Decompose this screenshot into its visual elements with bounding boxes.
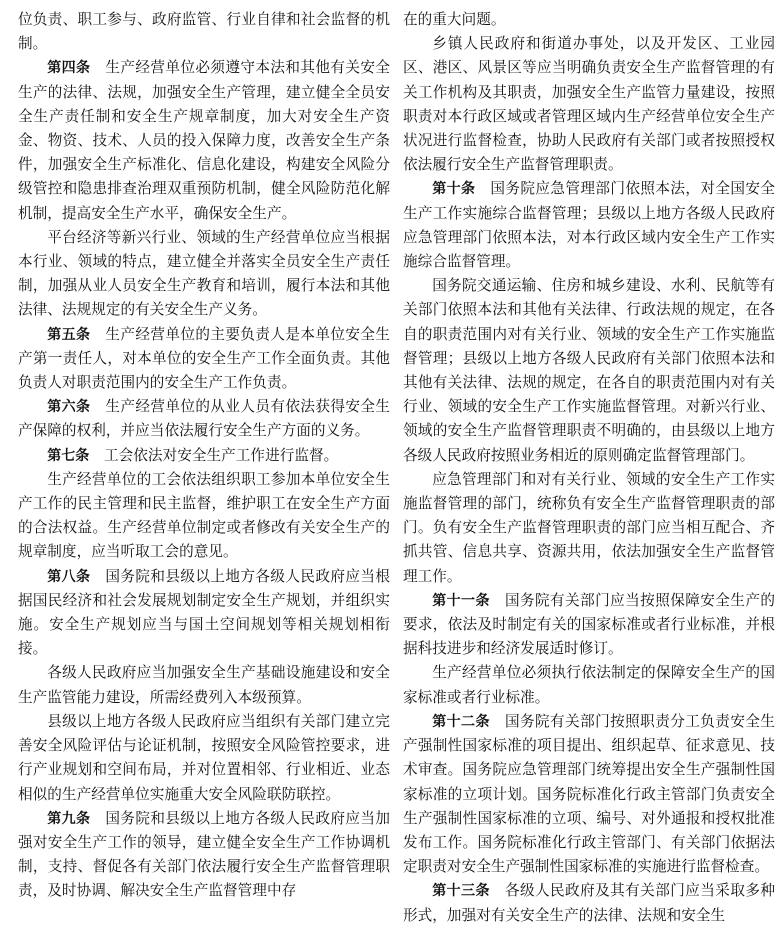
paragraph-text: 国务院有关部门应当按照保障安全生产的要求，依法及时制定有关的国家标准或者行业标准，并根据科技进步和经济发展适时修订。 [403, 591, 776, 658]
paragraph [403, 32, 775, 177]
paragraph [18, 226, 390, 323]
paragraph [18, 565, 390, 662]
paragraph [18, 710, 390, 807]
article-number: 第六条 [47, 399, 91, 416]
article-number: 第十条 [432, 181, 476, 198]
paragraph-text: 在的重大问题。 [403, 11, 506, 28]
article-number: 第九条 [47, 810, 91, 827]
paragraph-text: 工会依法对安全生产工作进行监督。 [89, 446, 339, 464]
paragraph-text: 国务院和县级以上地方各级人民政府应当加强对安全生产工作的领导，建立健全安全生产工作协调机制，支持、督促各有关部门依法履行安全生产监督管理职责，及时协调、解决安全生产监督管理中存 [18, 809, 390, 900]
article-number: 第十二条 [432, 713, 490, 730]
article-number: 第十三条 [432, 883, 490, 900]
paragraph [403, 879, 775, 927]
paragraph [403, 8, 775, 32]
paragraph-text: 国务院交通运输、住房和城乡建设、水利、民航等有关部门依照本法和其他有关法律、行政法规的规定，在各自的职责范围内对有关行业、领域的安全生产工作实施监督管理；县级以上地方各级人民政府有关部门依照本法和其他有关法律、法规的规定，在各自的职责范围内对有关行业、领域的安全生产工作实施监督管理。对新兴行业、领域的安全生产监督管理职责不明确的，由县级以上地方各级人民政府按照业务相近的原则确定监督管理部门。 [403, 277, 775, 464]
paragraph-text: 生产经营单位必须遵守本法和其他有关安全生产的法律、法规，加强安全生产管理，建立健全全员安全生产责任制和安全生产规章制度，加大对安全生产资金、物资、技术、人员的投入保障力度，改善安全生产条件，加强安全生产标准化、信息化建设，构建安全风险分级管控和隐患排查治理双重预防机制，健全风险防范化解机制，提高安全生产水平，确保安全生产。 [18, 59, 390, 222]
paragraph-text: 平台经济等新兴行业、领域的生产经营单位应当根据本行业、领域的特点，建立健全并落实全员安全生产责任制，加强从业人员安全生产教育和培训，履行本法和其他法律、法规规定的有关安全生产义务。 [18, 228, 390, 319]
paragraph-text: 国务院应急管理部门依照本法，对全国安全生产工作实施综合监督管理；县级以上地方各级人民政府应急管理部门依照本法，对本行政区域内安全生产工作实施综合监督管理。 [403, 180, 775, 271]
paragraph [18, 661, 390, 709]
article-number: 第四条 [47, 60, 91, 77]
article-number: 第八条 [47, 568, 91, 585]
right-text-column [403, 8, 775, 928]
paragraph [403, 589, 775, 662]
article-number: 第五条 [47, 326, 91, 343]
paragraph-text: 各级人民政府应当加强安全生产基础设施建设和安全生产监管能力建设，所需经费列入本级预算。 [18, 664, 390, 706]
paragraph [18, 395, 390, 443]
paragraph [18, 323, 390, 396]
paragraph [403, 177, 775, 274]
paragraph-text: 生产经营单位的从业人员有依法获得安全生产保障的权利，并应当依法履行安全生产方面的义务。 [18, 398, 390, 440]
paragraph [18, 807, 390, 904]
paragraph-text: 县级以上地方各级人民政府应当组织有关部门建立完善安全风险评估与论证机制，按照安全风险管控要求，进行产业规划和空间布局，并对位置相邻、行业相近、业态相似的生产经营单位实施重大安全风险联防联控。 [18, 712, 390, 803]
paragraph [18, 444, 390, 468]
paragraph-text: 各级人民政府及其有关部门应当采取多种形式，加强对有关安全生产的法律、法规和安全生 [403, 882, 776, 924]
paragraph [403, 468, 775, 589]
paragraph-text: 国务院和县级以上地方各级人民政府应当根据国民经济和社会发展规划制定安全生产规划，并组织实施。安全生产规划应当与国土空间规划等相关规划相衔接。 [18, 567, 390, 658]
paragraph [18, 56, 390, 225]
paragraph-text: 应急管理部门和对有关行业、领域的安全生产工作实施监督管理的部门，统称负有安全生产监督管理职责的部门。负有安全生产监督管理职责的部门应当相互配合、齐抓共管、信息共享、资源共用，依法加强安全生产监督管理工作。 [403, 470, 775, 585]
paragraph [18, 8, 390, 56]
paragraph-text: 国务院有关部门按照职责分工负责安全生产强制性国家标准的项目提出、组织起草、征求意见、技术审查。国务院应急管理部门统筹提出安全生产强制性国家标准的立项计划。国务院标准化行政主管部门负责安全生产强制性国家标准的立项、编号、对外通报和授权批准发布工作。国务院标准化行政主管部门、有关部门依据法定职责对安全生产强制性国家标准的实施进行监督检查。 [403, 712, 776, 876]
paragraph-text: 位负责、职工参与、政府监管、行业自律和社会监督的机制。 [18, 11, 390, 53]
paragraph [403, 710, 775, 879]
paragraph-text: 生产经营单位必须执行依法制定的保障安全生产的国家标准或者行业标准。 [403, 664, 775, 706]
article-number: 第七条 [47, 447, 90, 464]
paragraph-text: 生产经营单位的主要负责人是本单位安全生产第一责任人，对本单位的安全生产工作全面负责。其他负责人对职责范围内的安全生产工作负责。 [18, 325, 390, 392]
paragraph [18, 468, 390, 565]
paragraph [403, 661, 775, 709]
paragraph-text: 生产经营单位的工会依法组织职工参加本单位安全生产工作的民主管理和民主监督，维护职工在安全生产方面的合法权益。生产经营单位制定或者修改有关安全生产的规章制度，应当听取工会的意见。 [18, 470, 390, 561]
left-text-column [18, 8, 390, 904]
article-number: 第十一条 [432, 592, 490, 609]
paragraph-text: 乡镇人民政府和街道办事处，以及开发区、工业园区、港区、风景区等应当明确负责安全生产监督管理的有关工作机构及其职责，加强安全生产监管力量建设，按照职责对本行政区域或者管理区域内生产经营单位安全生产状况进行监督检查，协助人民政府有关部门或者按照授权依法履行安全生产监督管理职责。 [403, 35, 775, 174]
paragraph [403, 274, 775, 468]
